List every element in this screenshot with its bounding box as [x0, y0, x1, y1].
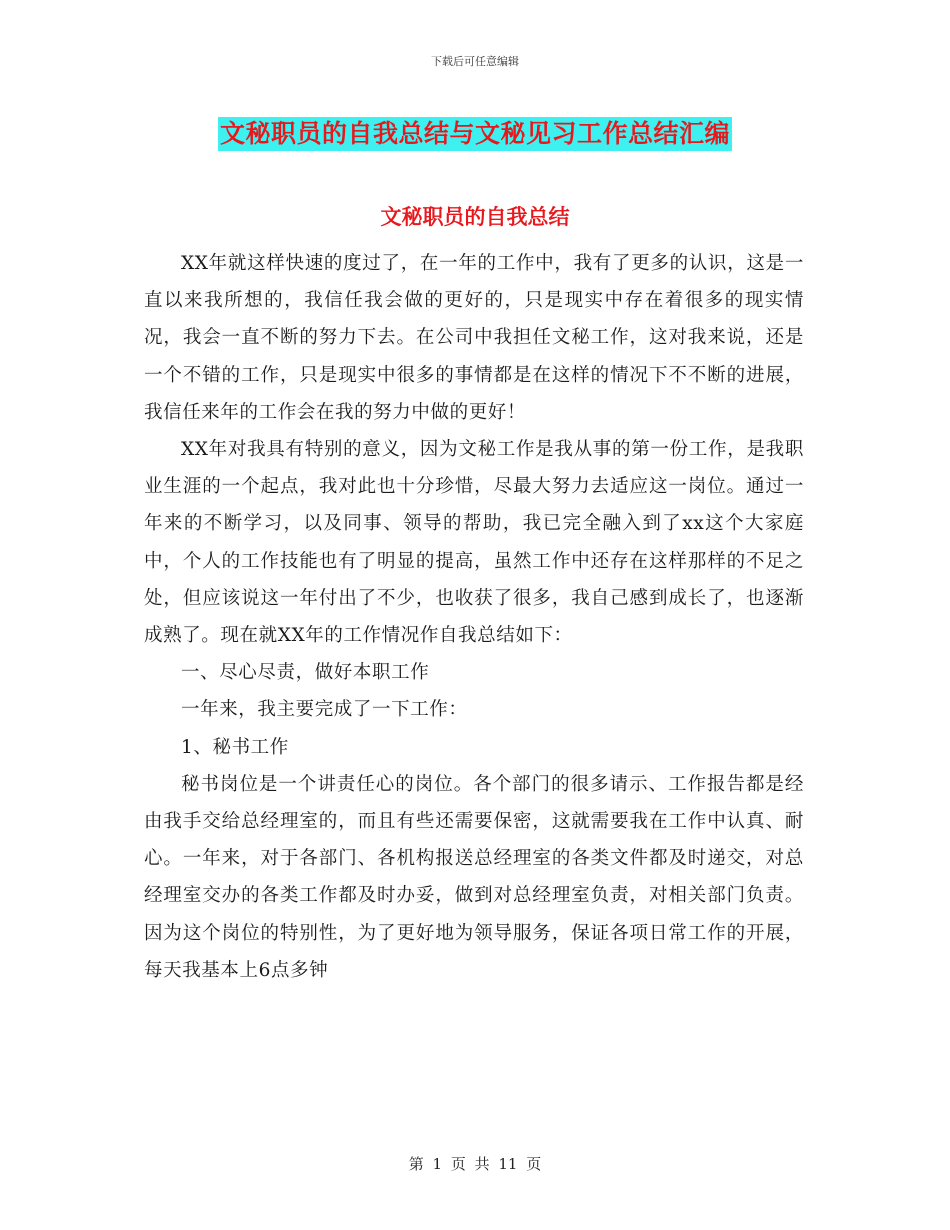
paragraph-1: XX年就这样快速的度过了，在一年的工作中，我有了更多的认识，这是一直以来我所想的，我信任我会做的更好的，只是现实中存在着很多的现实情况，我会一直不断的努力下去。在公司中我担任文秘工作，这对我来说，还是一个不错的工作，只是现实中很多的事情都是在这样的情况下不不断的进展，我信任来年的工作会在我的努力中做的更好！ — [144, 253, 804, 423]
paragraph-4: 秘书岗位是一个讲责任心的岗位。各个部门的很多请示、工作报告都是经由我手交给总经理室的，而且有些还需要保密，这就需要我在工作中认真、耐心。一年来，对于各部门、各机构报送总经理室的各类文件都及时递交，对总经理室交办的各类工作都及时办妥，做到对总经理室负责，对相关部门负责。因为这个岗位的特别性，为了更好地为领导服务，保证各项日常工作的开展，每天我基本上6点多钟 — [144, 773, 804, 981]
document-title-text: 文秘职员的自我总结与文秘见习工作总结汇编 — [218, 117, 732, 151]
document-body — [144, 245, 804, 989]
heading-item-1: 一、尽心尽责，做好本职工作 — [181, 662, 430, 684]
sub-heading-1: 1、秘书工作 — [181, 736, 289, 758]
section-title: 文秘职员的自我总结 — [380, 204, 570, 229]
document-title — [0, 112, 950, 151]
paragraph-3: 一年来，我主要完成了一下工作： — [181, 699, 468, 721]
page-number: 第 1 页 共 11 页 — [408, 1155, 542, 1173]
paragraph-2: XX年对我具有特别的意义，因为文秘工作是我从事的第一份工作，是我职业生涯的一个起点，我对此也十分珍惜，尽最大努力去适应这一岗位。通过一年来的不断学习，以及同事、领导的帮助，我已完全融入到了xx这个大家庭中，个人的工作技能也有了明显的提高，虽然工作中还存在这样那样的不足之处，但应该说这一年付出了不少，也收获了很多，我自己感到成长了，也逐渐成熟了。现在就XX年的工作情况作自我总结如下： — [144, 439, 804, 647]
header-note: 下载后可任意编辑 — [431, 55, 519, 68]
